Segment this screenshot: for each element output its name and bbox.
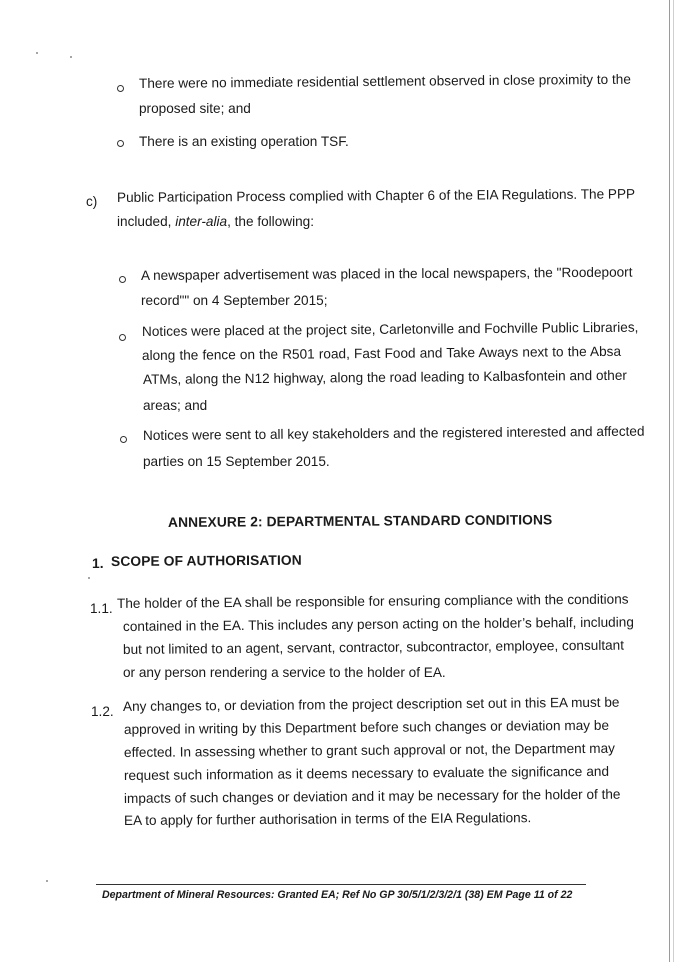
section-text-italic: inter-alia xyxy=(175,214,228,229)
section-text xyxy=(117,214,314,230)
clause-number: 1.1. xyxy=(90,601,113,616)
bullet-text: along the fence on the R501 road, Fast Food and Take Aways next to the Absa xyxy=(141,343,622,363)
bullet-text: A newspaper advertisement was placed in the local newspapers, the "Roodepoort xyxy=(140,264,633,283)
section-marker: c) xyxy=(86,194,98,209)
bullet-text: Notices were sent to all key stakeholders and the registered interested and affected xyxy=(142,423,645,443)
clause-text: EA to apply for further authorisation in terms of the EIA Regulations. xyxy=(123,810,532,828)
bullet-text: There is an existing operation TSF. xyxy=(139,134,349,149)
bullet-icon xyxy=(119,276,126,283)
scan-speck xyxy=(70,56,72,58)
clause-text: or any person rendering a service to the holder of EA. xyxy=(123,665,446,680)
scan-speck xyxy=(88,577,90,579)
clause-text: effected. In assessing whether to grant such approval or not, the Department may xyxy=(123,740,615,760)
bullet-text: proposed site; and xyxy=(139,101,251,116)
bullet-text: There were no immediate residential settlement observed in close proximity to the xyxy=(138,71,631,91)
section-title: SCOPE OF AUTHORISATION xyxy=(110,552,302,569)
section-text-part: included, xyxy=(117,214,176,229)
annexure-heading: ANNEXURE 2: DEPARTMENTAL STANDARD CONDITIONS xyxy=(167,512,553,530)
clause-number: 1.2. xyxy=(91,704,114,719)
clause-text: request such information as it deems necessary to evaluate the significance and xyxy=(123,763,610,783)
bullet-text: areas; and xyxy=(143,398,208,413)
bullet-icon xyxy=(120,436,127,443)
section-text-part: , the following: xyxy=(227,214,314,229)
scan-speck xyxy=(46,880,48,882)
bullet-text: ATMs, along the N12 highway, along the road leading to Kalbasfontein and other xyxy=(142,367,627,387)
section-text: Public Participation Process complied with Chapter 6 of the EIA Regulations. The PPP xyxy=(116,186,636,205)
bullet-text: parties on 15 September 2015. xyxy=(143,454,330,469)
bullet-text: record"" on 4 September 2015; xyxy=(141,293,328,308)
clause-text: The holder of the EA shall be responsible for ensuring compliance with the conditions xyxy=(116,591,629,611)
bullet-icon xyxy=(119,334,126,341)
clause-text: impacts of such changes or deviation and it may be necessary for the holder of the xyxy=(123,786,621,806)
clause-text: but not limited to an agent, servant, contractor, subcontractor, employee, consultant xyxy=(122,637,625,657)
scan-speck xyxy=(36,52,38,54)
bullet-text: Notices were placed at the project site, Carletonville and Fochville Public Libraries, xyxy=(141,319,639,339)
footer-rule xyxy=(96,884,586,885)
page-footer: Department of Mineral Resources: Granted EA; Ref No GP 30/5/1/2/3/2/1 (38) EM Page 11 of 22 xyxy=(102,889,573,901)
page-edge-shadow-inner xyxy=(673,0,674,962)
section-number: 1. xyxy=(92,556,104,571)
page-edge-shadow xyxy=(669,0,670,962)
bullet-icon xyxy=(117,140,124,147)
clause-text: contained in the EA. This includes any person acting on the holder’s behalf, including xyxy=(122,614,634,634)
clause-text: Any changes to, or deviation from the project description set out in this EA must be xyxy=(122,694,620,714)
bullet-icon xyxy=(117,85,124,92)
clause-text: approved in writing by this Department before such changes or deviation may be xyxy=(123,717,610,737)
